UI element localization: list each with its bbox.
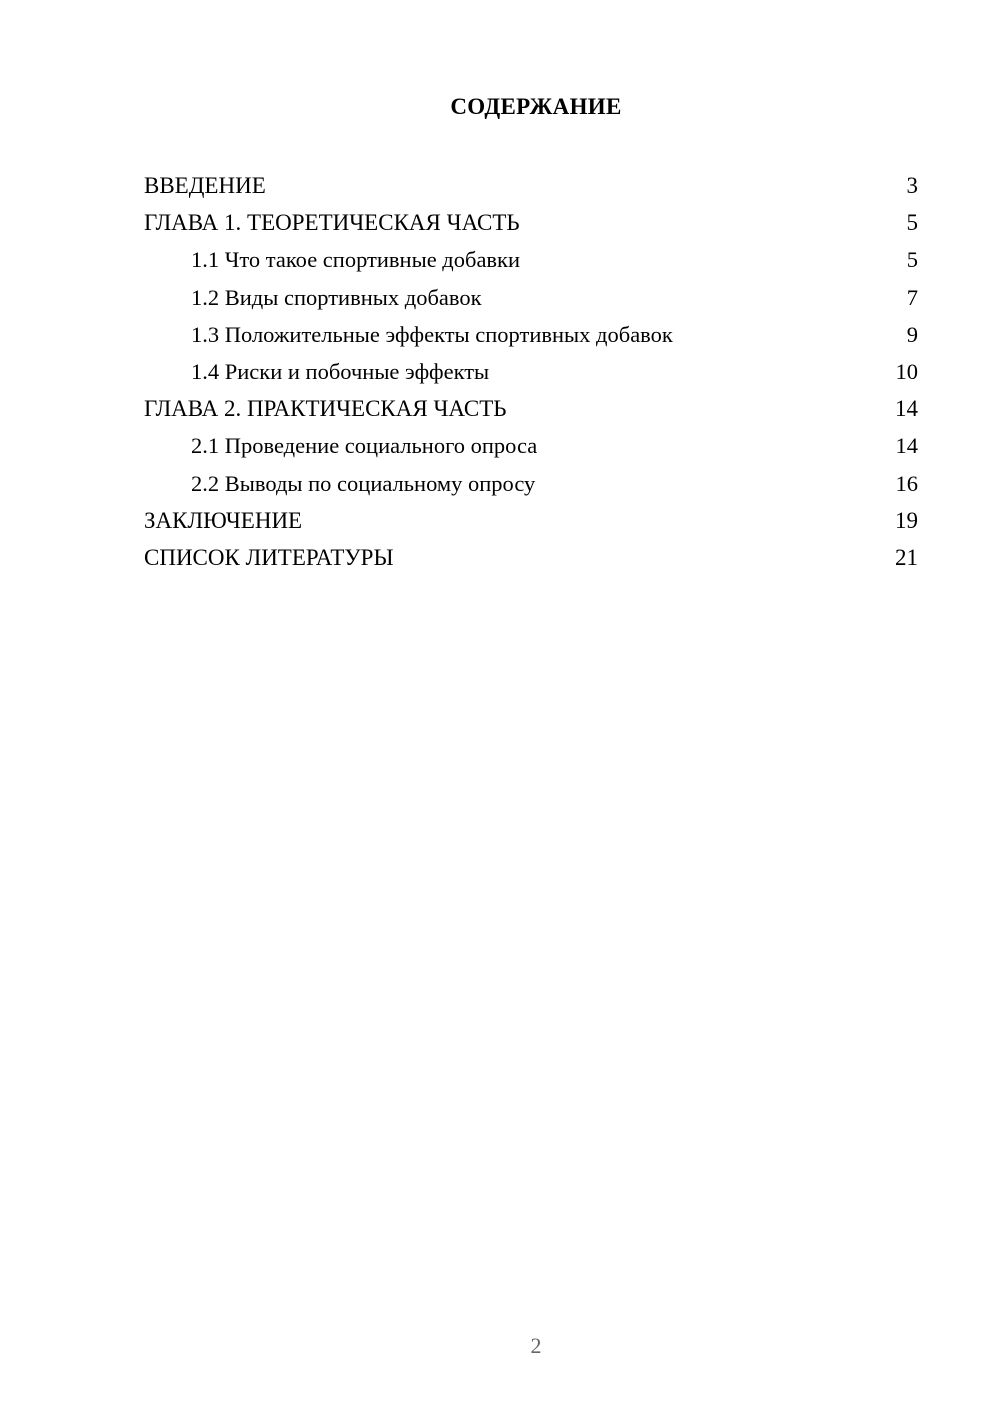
toc-entry-label: ВВЕДЕНИЕ (144, 173, 266, 198)
toc-entry-introduction (144, 167, 918, 204)
toc-entry-section-1-1 (144, 241, 918, 278)
table-of-contents (144, 167, 918, 576)
toc-entry-section-2-2 (144, 465, 918, 502)
toc-entry-label: 1.2 Виды спортивных добавок (191, 284, 482, 310)
toc-entry-section-1-4 (144, 353, 918, 390)
toc-entry-page: 9 (906, 321, 918, 347)
toc-entry-page: 14 (895, 433, 918, 459)
toc-entry-bibliography (144, 539, 918, 576)
toc-entry-label: 2.1 Проведение социального опроса (191, 433, 538, 459)
toc-entry-chapter-1 (144, 204, 918, 241)
toc-entry-chapter-2 (144, 390, 918, 427)
toc-entry-conclusion (144, 502, 918, 539)
toc-entry-page: 16 (895, 470, 918, 496)
toc-entry-label: СПИСОК ЛИТЕРАТУРЫ (144, 544, 394, 570)
toc-entry-label: ЗАКЛЮЧЕНИЕ (144, 507, 303, 533)
toc-entry-label: 1.3 Положительные эффекты спортивных добавок (191, 321, 673, 347)
toc-entry-section-2-1 (144, 427, 918, 464)
toc-entry-page: 21 (895, 544, 918, 570)
toc-entry-page: 14 (895, 396, 918, 422)
page-number: 2 (530, 1333, 542, 1358)
toc-entry-label: 1.1 Что такое спортивные добавки (191, 247, 521, 273)
toc-entry-label: 2.2 Выводы по социальному опросу (191, 470, 536, 496)
toc-entry-page: 5 (906, 210, 918, 236)
toc-entry-label: ГЛАВА 2. ПРАКТИЧЕСКАЯ ЧАСТЬ (144, 396, 507, 422)
toc-entry-page: 10 (895, 358, 918, 384)
toc-entry-page: 7 (906, 284, 918, 310)
toc-entry-section-1-2 (144, 279, 918, 316)
toc-entry-label: 1.4 Риски и побочные эффекты (191, 358, 490, 384)
toc-entry-page: 3 (906, 173, 918, 198)
toc-entry-section-1-3 (144, 316, 918, 353)
toc-entry-page: 19 (895, 507, 918, 533)
toc-entry-label: ГЛАВА 1. ТЕОРЕТИЧЕСКАЯ ЧАСТЬ (144, 210, 520, 236)
toc-title: СОДЕРЖАНИЕ (450, 94, 622, 119)
toc-entry-page: 5 (906, 247, 918, 273)
